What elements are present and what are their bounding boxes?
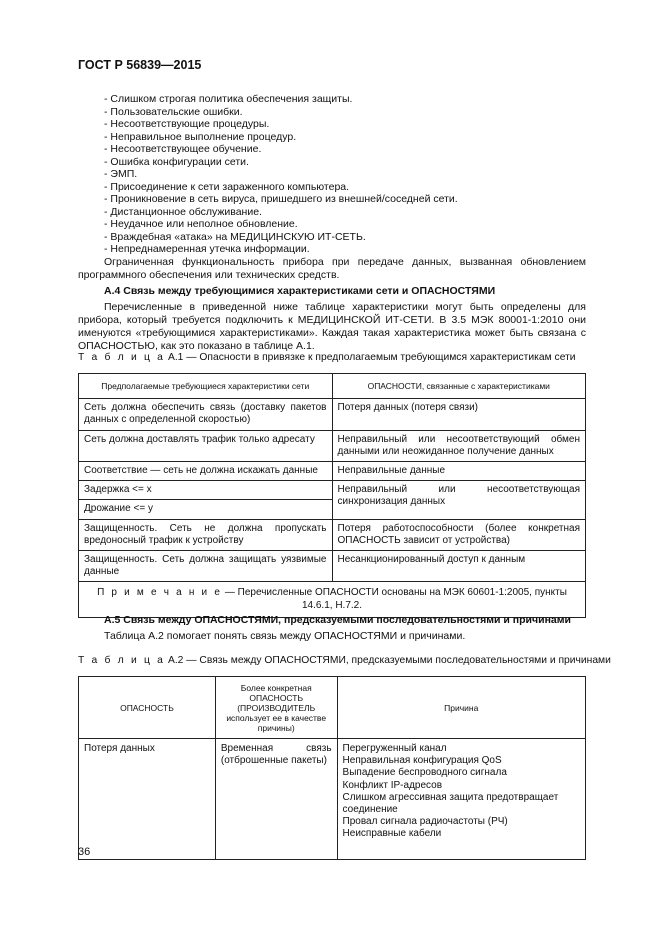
list-item: - Неправильное выполнение процедур.	[104, 130, 297, 143]
document-header: ГОСТ Р 56839—2015	[78, 58, 202, 72]
cause-item: Слишком агрессивная защита предотвращает соединение	[342, 791, 559, 816]
table-caption-text: А.1 — Опасности в привязке к предполагаемым требующимся характеристикам сети	[167, 352, 576, 363]
note-label: П р и м е ч а н и е	[97, 587, 223, 599]
table-cell: Сеть должна доставлять трафик только адресату	[79, 430, 333, 461]
table-a1	[78, 373, 586, 618]
table-cell: Неправильные данные	[332, 462, 586, 481]
table-header-row	[79, 677, 586, 739]
table-caption-text: А.2 — Связь между ОПАСНОСТЯМИ, предсказуемыми последовательностями и причинами	[167, 655, 611, 666]
list-item: - Несоответствующие процедуры.	[104, 118, 270, 130]
list-item: - Непреднамеренная утечка информации.	[104, 243, 310, 255]
section-a5-title: А.5 Связь между ОПАСНОСТЯМИ, предсказуемыми последовательностями и причинами	[104, 614, 571, 626]
table-a2	[78, 676, 586, 860]
note-text: — Перечисленные ОПАСНОСТИ основаны на МЭК 60601-1:2005, пункты 14.6.1, Н.7.2.	[222, 587, 567, 611]
cause-item: Неисправные кабели	[342, 828, 442, 840]
column-header: Предполагаемые требующиеся характеристики сети	[79, 374, 333, 399]
table-label: Т а б л и ц а	[78, 352, 166, 363]
table-cell: Потеря данных (потеря связи)	[332, 399, 586, 430]
list-item: - Пользовательские ошибки.	[104, 105, 243, 118]
section-a4-title: А.4 Связь между требующимися характеристиками сети и ОПАСНОСТЯМИ	[104, 285, 496, 297]
table-cell: Неправильный или несоответствующий обмен данными или неожиданное получение данных	[332, 430, 586, 461]
cause-item: Конфликт IP-адресов	[342, 779, 443, 791]
table-cell: Сеть должна обеспечить связь (доставку пакетов данных с определенной скоростью)	[79, 399, 333, 430]
table-row	[79, 481, 586, 500]
list-item: - Ошибка конфигурации сети.	[104, 155, 249, 168]
list-item: - ЭМП.	[104, 168, 138, 180]
table-note-row	[79, 582, 586, 617]
column-header: Более конкретная ОПАСНОСТЬ (ПРОИЗВОДИТЕЛЬ использует ее в качестве причины)	[215, 677, 337, 739]
table-row	[79, 739, 586, 860]
table-a1-caption	[78, 352, 576, 363]
column-header: ОПАСНОСТЬ	[79, 677, 216, 739]
paragraph-limited-functionality: Ограниченная функциональность прибора при передаче данных, вызванная обновлением программного обеспечения или технических средств.	[78, 256, 586, 281]
table-cell: Неправильный или несоответствующая синхронизация данных	[332, 481, 586, 519]
list-item: - Враждебная «атака» на МЕДИЦИНСКУЮ ИТ-СЕТЬ.	[104, 230, 366, 243]
table-header-row	[79, 374, 586, 399]
causes-list	[104, 93, 458, 256]
table-note	[79, 582, 586, 617]
list-item: - Несоответствующее обучение.	[104, 143, 262, 155]
table-row	[79, 551, 586, 582]
table-cell: Несанкционированный доступ к данным	[332, 551, 586, 582]
list-item: - Слишком строгая политика обеспечения защиты.	[104, 93, 353, 105]
cause-item: Перегруженный канал	[342, 743, 447, 754]
section-a5-text: Таблица А.2 помогает понять связь между ОПАСНОСТЯМИ и причинами.	[104, 630, 466, 642]
list-item: - Неудачное или неполное обновление.	[104, 218, 298, 230]
table-row	[79, 399, 586, 430]
table-cell-hazard: Потеря данных	[79, 739, 216, 860]
column-header: Причина	[337, 677, 585, 739]
table-cell: Соответствие — сеть не должна искажать данные	[79, 462, 333, 481]
list-item: - Проникновение в сеть вируса, пришедшего из внешней/соседней сети.	[104, 193, 458, 205]
column-header: ОПАСНОСТИ, связанные с характеристиками	[332, 374, 586, 399]
table-cell: Задержка <= x	[79, 481, 333, 500]
table-row	[79, 462, 586, 481]
list-item: - Присоединение к сети зараженного компьютера.	[104, 180, 350, 193]
table-cell: Дрожание <= y	[79, 500, 333, 519]
table-cell: Защищенность. Сеть не должна пропускать вредоносный трафик к устройству	[79, 519, 333, 550]
table-a2-caption	[78, 655, 611, 666]
table-cell: Защищенность. Сеть должна защищать уязвимые данные	[79, 551, 333, 582]
cause-item: Неправильная конфигурация QoS	[342, 755, 502, 767]
section-a4-text: Перечисленные в приведенной ниже таблице характеристики могут быть определены для прибора, который требуется подключить к МЕДИЦИНСКОЙ ИТ-СЕТИ. В 3.5 МЭК 80001-1:2010 они именуются «требующимися характеристиками». Каждая такая характеристика может быть связана с ОПАСНОСТЬЮ, как это показано в таблице А.1.	[78, 301, 586, 352]
page-number: 36	[78, 846, 91, 858]
list-item: - Дистанционное обслуживание.	[104, 205, 262, 218]
cause-item: Выпадение беспроводного сигнала	[342, 767, 507, 779]
table-cell: Потеря работоспособности (более конкретная ОПАСНОСТЬ зависит от устройства)	[332, 519, 586, 550]
table-cell-specific-hazard: Временная связь (отброшенные пакеты)	[215, 739, 337, 860]
table-row	[79, 430, 586, 461]
table-label: Т а б л и ц а	[78, 655, 166, 666]
table-row	[79, 519, 586, 550]
table-cell-causes	[337, 739, 585, 860]
cause-item: Провал сигнала радиочастоты (РЧ)	[342, 816, 508, 828]
